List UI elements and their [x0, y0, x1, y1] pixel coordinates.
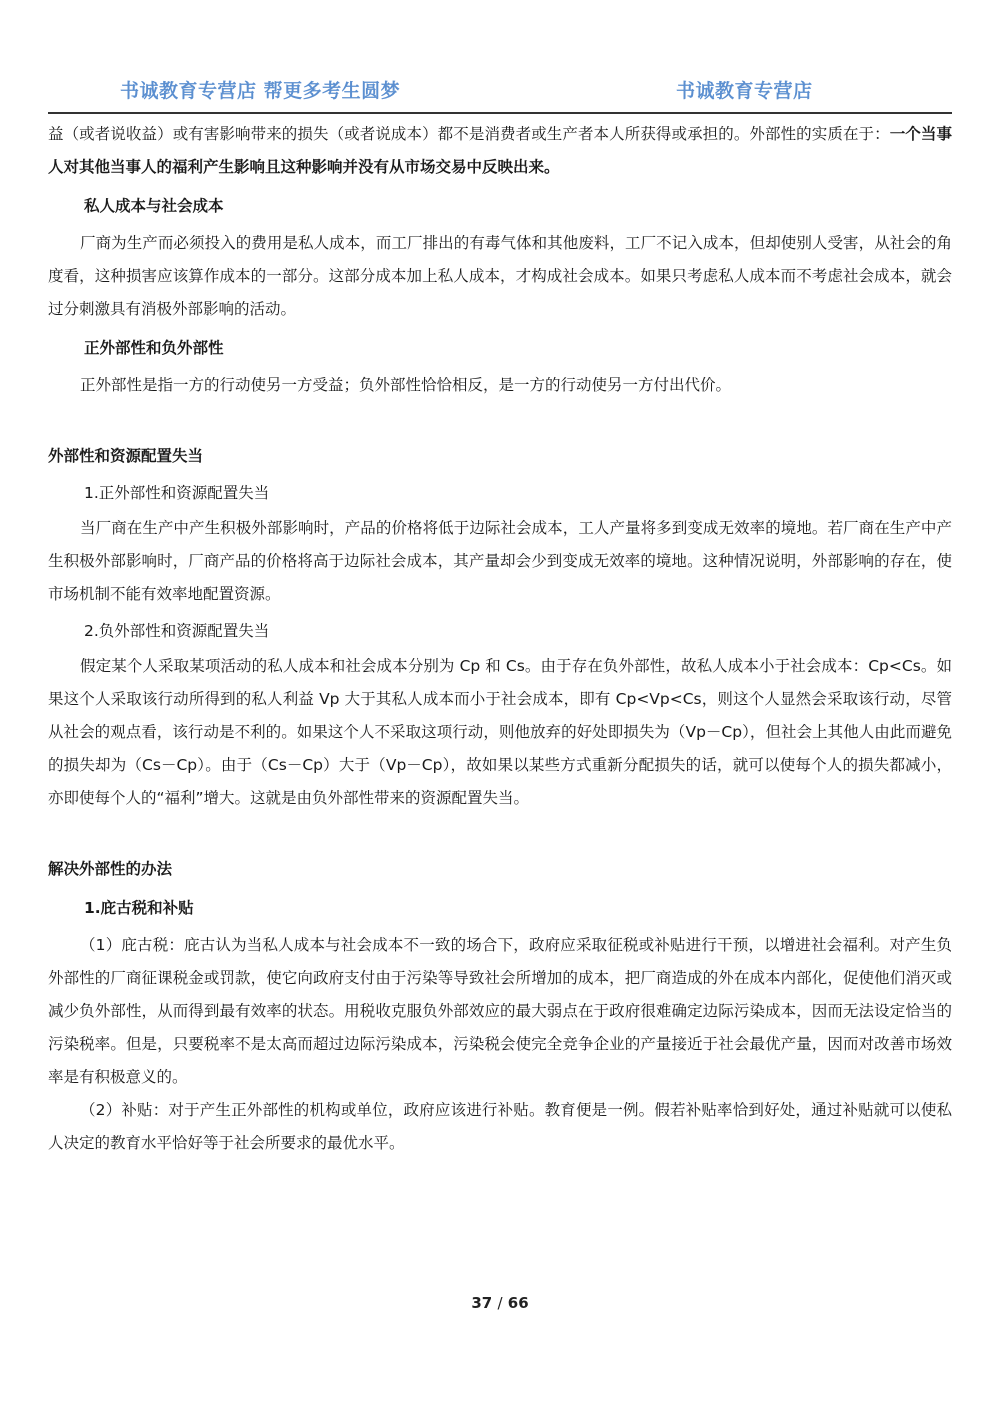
heading-positive-negative: 正外部性和负外部性 [84, 339, 224, 357]
page-separator: / [497, 1294, 503, 1312]
subheading-positive-misallocation: 1.正外部性和资源配置失当 [84, 484, 270, 502]
paragraph-externality-essence [48, 118, 952, 184]
paragraph-subsidy: （2）补贴：对于产生正外部性的机构或单位，政府应该进行补贴。教育便是一例。假若补贴率恰到好处，通过补贴就可以使私人决定的教育水平恰好等于社会所要求的最优水平。 [48, 1101, 952, 1152]
section-heading-misallocation: 外部性和资源配置失当 [48, 447, 204, 465]
paragraph-pigou-tax: （1）庇古税：庇古认为当私人成本与社会成本不一致的场合下，政府应采取征税或补贴进行干预，以增进社会福利。对产生负外部性的厂商征课税金或罚款，使它向政府支付由于污染等导致社会所增加的成本，把厂商造成的外在成本内部化，促使他们消灭或减少负外部性，从而得到最有效率的状态。用税收克服负外部效应的最大弱点在于政府很难确定边际污染成本，因而无法设定恰当的污染税率。但是，只要税率不是太高而超过边际污染成本，污染税会使完全竞争企业的产量接近于社会最优产量，因而对改善市场效率是有积极意义的。 [48, 936, 952, 1086]
header-divider [48, 112, 952, 114]
section-heading-solutions: 解决外部性的办法 [48, 860, 173, 878]
spacer [48, 402, 952, 440]
paragraph-private-social-cost: 厂商为生产而必须投入的费用是私人成本，而工厂排出的有毒气体和其他废料，工厂不记入成本，但却使别人受害，从社会的角度看，这种损害应该算作成本的一部分。这部分成本加上私人成本，才构成社会成本。如果只考虑私人成本而不考虑社会成本，就会过分刺激具有消极外部影响的活动。 [48, 234, 952, 318]
spacer [48, 815, 952, 853]
subheading-pigou-tax: 1.庇古税和补贴 [84, 899, 194, 917]
document-body [48, 118, 952, 1160]
total-pages: 66 [507, 1294, 529, 1312]
heading-private-social-cost: 私人成本与社会成本 [84, 197, 224, 215]
current-page: 37 [471, 1294, 493, 1312]
bold-definition: 一个当事人对其他当事人的福利产生影响且这种影响并没有从市场交易中反映出来。 [48, 125, 952, 176]
header-store-slogan: 书诚教育专营店 帮更多考生圆梦 [120, 80, 401, 102]
page-header [48, 70, 952, 110]
paragraph-positive-misallocation: 当厂商在生产中产生积极外部影响时，产品的价格将低于边际社会成本，工人产量将多到变成无效率的境地。若厂商在生产中产生积极外部影响时，厂商产品的价格将高于边际社会成本，其产量却会少到变成无效率的境地。这种情况说明，外部影响的存在，使市场机制不能有效率地配置资源。 [48, 519, 952, 603]
page-number [0, 1294, 1000, 1312]
subheading-negative-misallocation: 2.负外部性和资源配置失当 [84, 622, 270, 640]
paragraph-positive-negative: 正外部性是指一方的行动使另一方受益；负外部性恰恰相反，是一方的行动使另一方付出代价。 [80, 376, 732, 394]
paragraph-negative-misallocation: 假定某个人采取某项活动的私人成本和社会成本分别为 Cp 和 Cs。由于存在负外部性，故私人成本小于社会成本：Cp<Cs。如果这个人采取该行动所得到的私人利益 Vp 大于其私人成本而小于社会成本，即有 Cp<Vp<Cs，则这个人显然会采取该行动，尽管从社会的观点看，该行动是不利的。如果这个人不采取这项行动，则他放弃的好处即损失为（Vp－Cp），但社会上其他人由此而避免的损失却为（Cs－Cp）。由于（Cs－Cp）大于（Vp－Cp），故如果以某些方式重新分配损失的话，就可以使每个人的损失都减小，亦即使每个人的“福利”增大。这就是由负外部性带来的资源配置失当。 [48, 657, 952, 807]
paragraph-text: 益（或者说收益）或有害影响带来的损失（或者说成本）都不是消费者或生产者本人所获得或承担的。外部性的实质在于： [48, 125, 890, 143]
header-store-name: 书诚教育专营店 [676, 80, 813, 102]
